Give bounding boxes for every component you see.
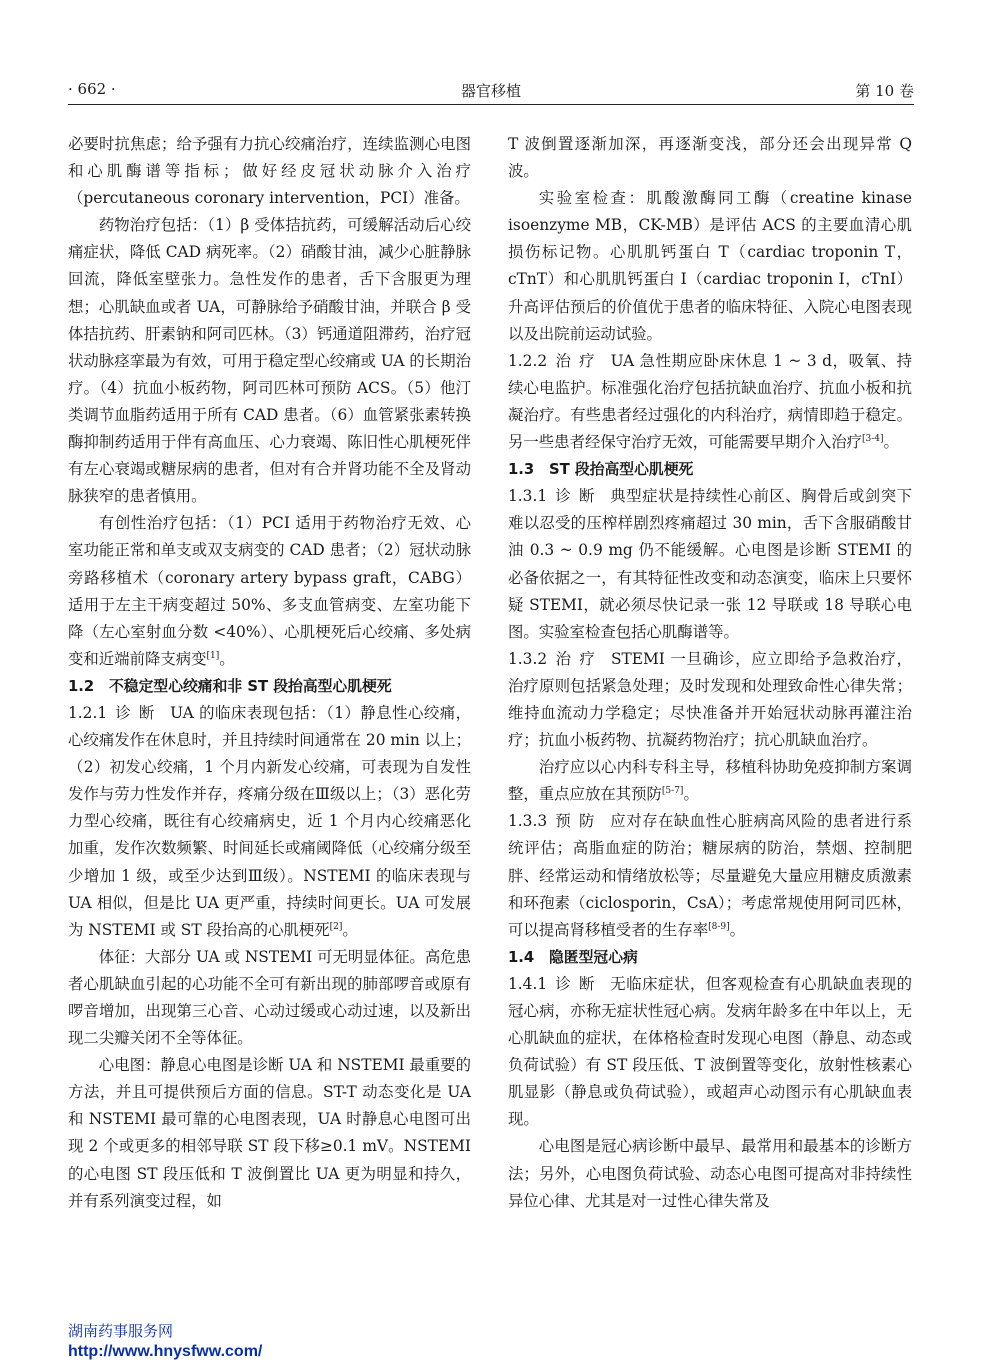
subsection-label: 诊断 [554,487,603,506]
paragraph-tail: 。 [342,920,358,939]
body-paragraph [68,1052,471,1215]
paragraph-tail: 。 [683,785,699,804]
paragraph-text: 必要时抗焦虑；给予强有力抗心绞痛治疗，连续监测心电图和心肌酶谱等指标；做好经皮冠状动脉介入治疗（percutaneous coronary intervention，PCI）准备。 [68,135,471,208]
subsection-number: 1.2.1 [68,703,108,722]
page-number: · 662 · [68,80,116,98]
citation-ref: [5-7] [661,786,684,797]
paragraph-text: 应对存在缺血性心脏病高风险的患者进行系统评估；高脂血症的防治；糖尿病的防治，禁烟、控制肥胖、经常运动和情绪放松等；尽量避免大量应用糖皮质激素和环孢素（ciclosporin，CsA）；考虑常规使用阿司匹林，可以提高肾移植受者的生存率 [508,812,912,939]
citation-ref: [1] [206,650,220,661]
body-paragraph [68,510,471,673]
journal-name: 器官移植 [460,82,521,100]
section-heading: 1.4 隐匿型冠心病 [508,948,638,966]
subsection-number: 1.2.2 [508,351,548,370]
paragraph-text: 实验室检查：肌酸激酶同工酶（creatine kinase isoenzyme MB，CK-MB）是评估 ACS 的主要血清心肌损伤标记物。心肌肌钙蛋白 T（cardiac troponin T，cTnT）和心肌肌钙蛋白 I（cardiac troponin I，cTnI）升高评估预后的价值优于患者的临床特征、入院心电图表现以及出院前运动试验。 [508,189,912,343]
subsection-paragraph [508,808,912,943]
right-column [508,131,912,1215]
watermark-name: 湖南药事服务网 [68,1323,174,1340]
citation-ref: [3-4] [862,433,884,444]
subsection-paragraph [508,646,912,754]
body-paragraph [508,1133,912,1214]
paragraph-text: UA 的临床表现包括：（1）静息性心绞痛，心绞痛发作在休息时，并且持续时间通常在 20 min 以上；（2）初发心绞痛，1 个月内新发心绞痛，可表现为自发性发作与劳力性发作并存，疼痛分级在Ⅲ级以上；（3）恶化劳力型心绞痛，既往有心绞痛病史，近 1 个月内心绞痛恶化加重，发作次数频繁、时间延长或痛阈降低（心绞痛分级至少增加 1 级，或至少达到Ⅲ级）。NSTEMI 的临床表现与 UA 相似，但是比 UA 更严重，持续时间更长。UA 可发展为 NSTEMI 或 ST 段抬高的心肌梗死 [68,703,471,939]
paragraph-tail: 。 [219,649,235,668]
subsection-number: 1.3.2 [508,649,548,668]
page-header [68,78,914,105]
citation-ref: [8-9] [708,921,730,932]
paragraph-text: 治疗应以心内科专科主导，移植科协助免疫抑制方案调整，重点应放在其预防 [508,758,912,804]
paragraph-tail: 。 [883,433,899,452]
paragraph-text: UA 急性期应卧床休息 1 ~ 3 d，吸氧、持续心电监护。标准强化治疗包括抗缺血治疗、抗血小板和抗凝治疗。有些患者经过强化的内科治疗，病情即趋于稳定。另一些患者经保守治疗无效，可能需要早期介入治疗 [508,351,913,452]
citation-ref: [2] [329,921,343,932]
subsection-paragraph [508,971,912,1134]
volume-label: 第 10 卷 [855,82,914,100]
watermark [68,1322,262,1362]
subsection-paragraph [508,348,912,456]
paragraph-tail: 。 [729,920,746,939]
paragraph-text: 典型症状是持续性心前区、胸骨后或剑突下难以忍受的压榨样剧烈疼痛超过 30 min，舌下含服硝酸甘油 0.3 ~ 0.9 mg 仍不能缓解。心电图是诊断 STEMI 的必备依据之一，有其特征性改变和动态演变，临床上只要怀疑 STEMI，就必须尽快记录一张 12 导联或 18 导联心电图。实验室检查包括心肌酶谱等。 [508,487,912,641]
subsection-label: 诊断 [114,703,163,722]
subsection-label: 治疗 [554,649,604,668]
subsection-label: 诊断 [554,974,603,993]
subsection-number: 1.3.1 [508,487,548,506]
subsection-label: 治疗 [554,351,603,370]
body-paragraph [508,754,912,808]
body-paragraph [68,944,471,1052]
paragraph-text: 心电图是冠心病诊断中最早、最常用和最基本的诊断方法；另外，心电图负荷试验、动态心电图可提高对非持续性异位心律、尤其是对一过性心律失常及 [508,1137,912,1210]
watermark-url[interactable]: http://www.hnysfww.com/ [68,1343,263,1360]
paragraph-text: 有创性治疗包括：（1）PCI 适用于药物治疗无效、心室功能正常和单支或双支病变的 CAD 患者；（2）冠状动脉旁路移植术（coronary artery bypass graft，CABG）适用于左主干病变超过 50%、多支血管病变、左室功能下降（左心室射血分数 <40%）、心肌梗死后心绞痛、多处病变和近端前降支病变 [68,514,471,668]
paragraph-text: STEMI 一旦确诊，应立即给予急救治疗，治疗原则包括紧急处理；及时发现和处理致命性心律失常；维持血流动力学稳定；尽快准备并开始冠状动脉再灌注治疗；抗血小板药物、抗凝药物治疗；抗心肌缺血治疗。 [508,649,912,750]
subsection-number: 1.3.3 [508,812,548,831]
body-paragraph [68,212,471,510]
body-paragraph [508,185,912,348]
paragraph-text: 体征：大部分 UA 或 NSTEMI 可无明显体征。高危患者心肌缺血引起的心功能不全可有新出现的肺部啰音或原有啰音增加，出现第三心音、心动过缓或心动过速，以及新出现二尖瓣关闭不全等体征。 [68,947,471,1048]
body-paragraph [68,131,471,212]
subsection-paragraph [68,700,471,944]
paragraph-text: 无临床症状，但客观检查有心肌缺血表现的冠心病，亦称无症状性冠心病。发病年龄多在中年以上，无心肌缺血的症状，在体格检查时发现心电图（静息、动态或负荷试验）有 ST 段压低、T 波倒置等变化，放射性核素心肌显影（静息或负荷试验），或超声心动图示有心肌缺血表现。 [508,974,912,1129]
paragraph-text: 药物治疗包括：（1）β 受体拮抗药，可缓解活动后心绞痛症状，降低 CAD 病死率。（2）硝酸甘油，减少心脏静脉回流，降低室壁张力。急性发作的患者，舌下含服更为理想；心肌缺血或者 UA，可静脉给予硝酸甘油，并联合 β 受体拮抗药、肝素钠和阿司匹林。（3）钙通道阻滞药，治疗冠状动脉痉挛最为有效，可用于稳定型心绞痛或 UA 的长期治疗。（4）抗血小板药物，阿司匹林可预防 ACS。（5）他汀类调节血脂药适用于所有 CAD 患者。（6）血管紧张素转换酶抑制药适用于伴有高血压、心力衰竭、陈旧性心肌梗死伴有左心衰竭或糖尿病的患者，但对有合并肾功能不全及肾动脉狭窄的患者慎用。 [68,216,471,506]
section-heading: 1.2 不稳定型心绞痛和非 ST 段抬高型心肌梗死 [68,677,392,695]
subsection-paragraph [508,483,912,646]
paragraph-text: 心电图：静息心电图是诊断 UA 和 NSTEMI 最重要的方法，并且可提供预后方面的信息。ST-T 动态变化是 UA 和 NSTEMI 最可靠的心电图表现，UA 时静息心电图可出现 2 个或更多的相邻导联 ST 段下移≥0.1 mV。NSTEMI 的心电图 ST 段压低和 T 波倒置比 UA 更为明显和持久，并有系列演变过程，如 [68,1056,471,1210]
paragraph-text: T 波倒置逐渐加深，再逐渐变浅，部分还会出现异常 Q 波。 [508,135,912,181]
subsection-number: 1.4.1 [508,974,548,993]
body-paragraph [508,131,912,185]
section-heading: 1.3 ST 段抬高型心肌梗死 [508,461,694,479]
left-column [68,131,471,1215]
subsection-label: 预防 [554,812,603,831]
